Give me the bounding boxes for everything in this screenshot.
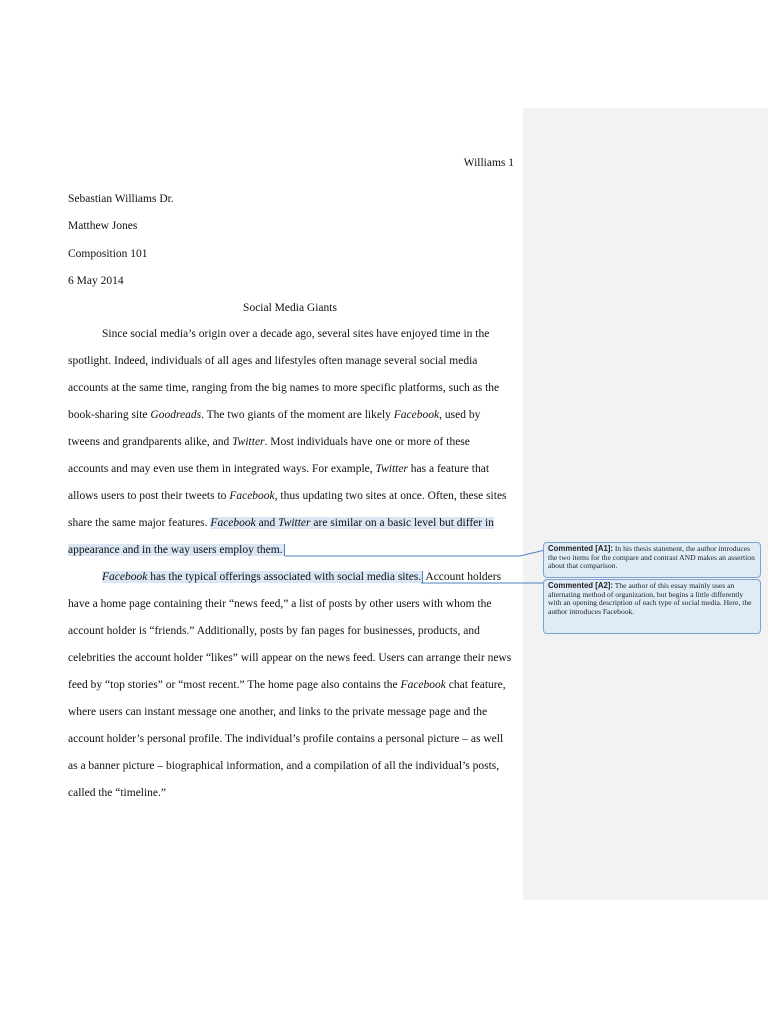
p2-line-1: Facebook has the typical offerings associated with social media sites. Account holders	[102, 571, 502, 583]
info-author: Sebastian Williams Dr.	[68, 193, 174, 205]
page-header: Williams 1	[463, 157, 514, 169]
p2-line-9: called the “timeline.”	[68, 787, 167, 799]
comment-a2-text: The author of this essay mainly uses an alternating method of organization, but begins a little differently with an opening description of each type of social media. Here, the author introduces Facebook.	[548, 581, 752, 616]
info-instructor: Matthew Jones	[68, 220, 138, 232]
p2-line-2: have a home page containing their “news feed,” a list of posts by other users with whom the	[68, 598, 492, 610]
thesis-highlight-end[interactable]: appearance and in the way users employ them.	[68, 544, 283, 556]
p1-line-6: accounts and may even use them in integrated ways. For example, Twitter has a feature that	[68, 463, 490, 475]
p1-line-7: allows users to post their tweets to Facebook, thus updating two sites at once. Often, these sites	[68, 490, 507, 502]
comment-a2[interactable]	[543, 579, 761, 634]
p2-line-4: celebrities the account holder “likes” will appear on the news feed. Users can arrange their news	[68, 652, 512, 664]
p1-line-9	[68, 544, 285, 556]
comment-a1[interactable]	[543, 542, 761, 578]
comment-a1-label: Commented [A1]:	[548, 544, 613, 553]
p1-line-3: accounts at the same time, ranging from the big names to more specific platforms, such as the	[68, 382, 500, 394]
essay-title: Social Media Giants	[243, 302, 337, 314]
p2-line-3: account holder is “friends.” Additionally, posts by fan pages for businesses, products, and	[68, 625, 480, 637]
comment-a2-label: Commented [A2]:	[548, 581, 613, 590]
p1-line-4: book-sharing site Goodreads. The two giants of the moment are likely Facebook, used by	[68, 409, 481, 421]
p1-line-2: spotlight. Indeed, individuals of all ages and lifestyles often manage several social media	[68, 355, 478, 367]
comment-a1-text: In his thesis statement, the author introduces the two items for the compare and contrast AND makes an assertion about that comparison.	[548, 544, 755, 571]
p2-line-6: where users can instant message one another, and links to the private message page and the	[68, 706, 488, 718]
p1-line-1: Since social media’s origin over a decade ago, several sites have enjoyed time in the	[102, 328, 490, 340]
p1-line-8: share the same major features. Facebook and Twitter are similar on a basic level but differ in	[68, 517, 494, 529]
p1-line-5: tweens and grandparents alike, and Twitter. Most individuals have one or more of these	[68, 436, 470, 448]
p2-line-5: feed by “top stories” or “most recent.” The home page also contains the Facebook chat feature,	[68, 679, 506, 691]
facebook-intro-highlight[interactable]: Facebook has the typical offerings associated with social media sites.	[102, 571, 422, 583]
comments-margin-pane	[523, 108, 768, 900]
info-course: Composition 101	[68, 248, 148, 260]
p2-line-8: as a banner picture – biographical information, and a compilation of all the individual’s posts,	[68, 760, 500, 772]
p2-line-7: account holder’s personal profile. The individual’s profile contains a personal picture – as well	[68, 733, 504, 745]
info-date: 6 May 2014	[68, 275, 124, 287]
thesis-highlight-start[interactable]: Facebook and Twitter are similar on a basic level but differ in	[210, 517, 494, 529]
